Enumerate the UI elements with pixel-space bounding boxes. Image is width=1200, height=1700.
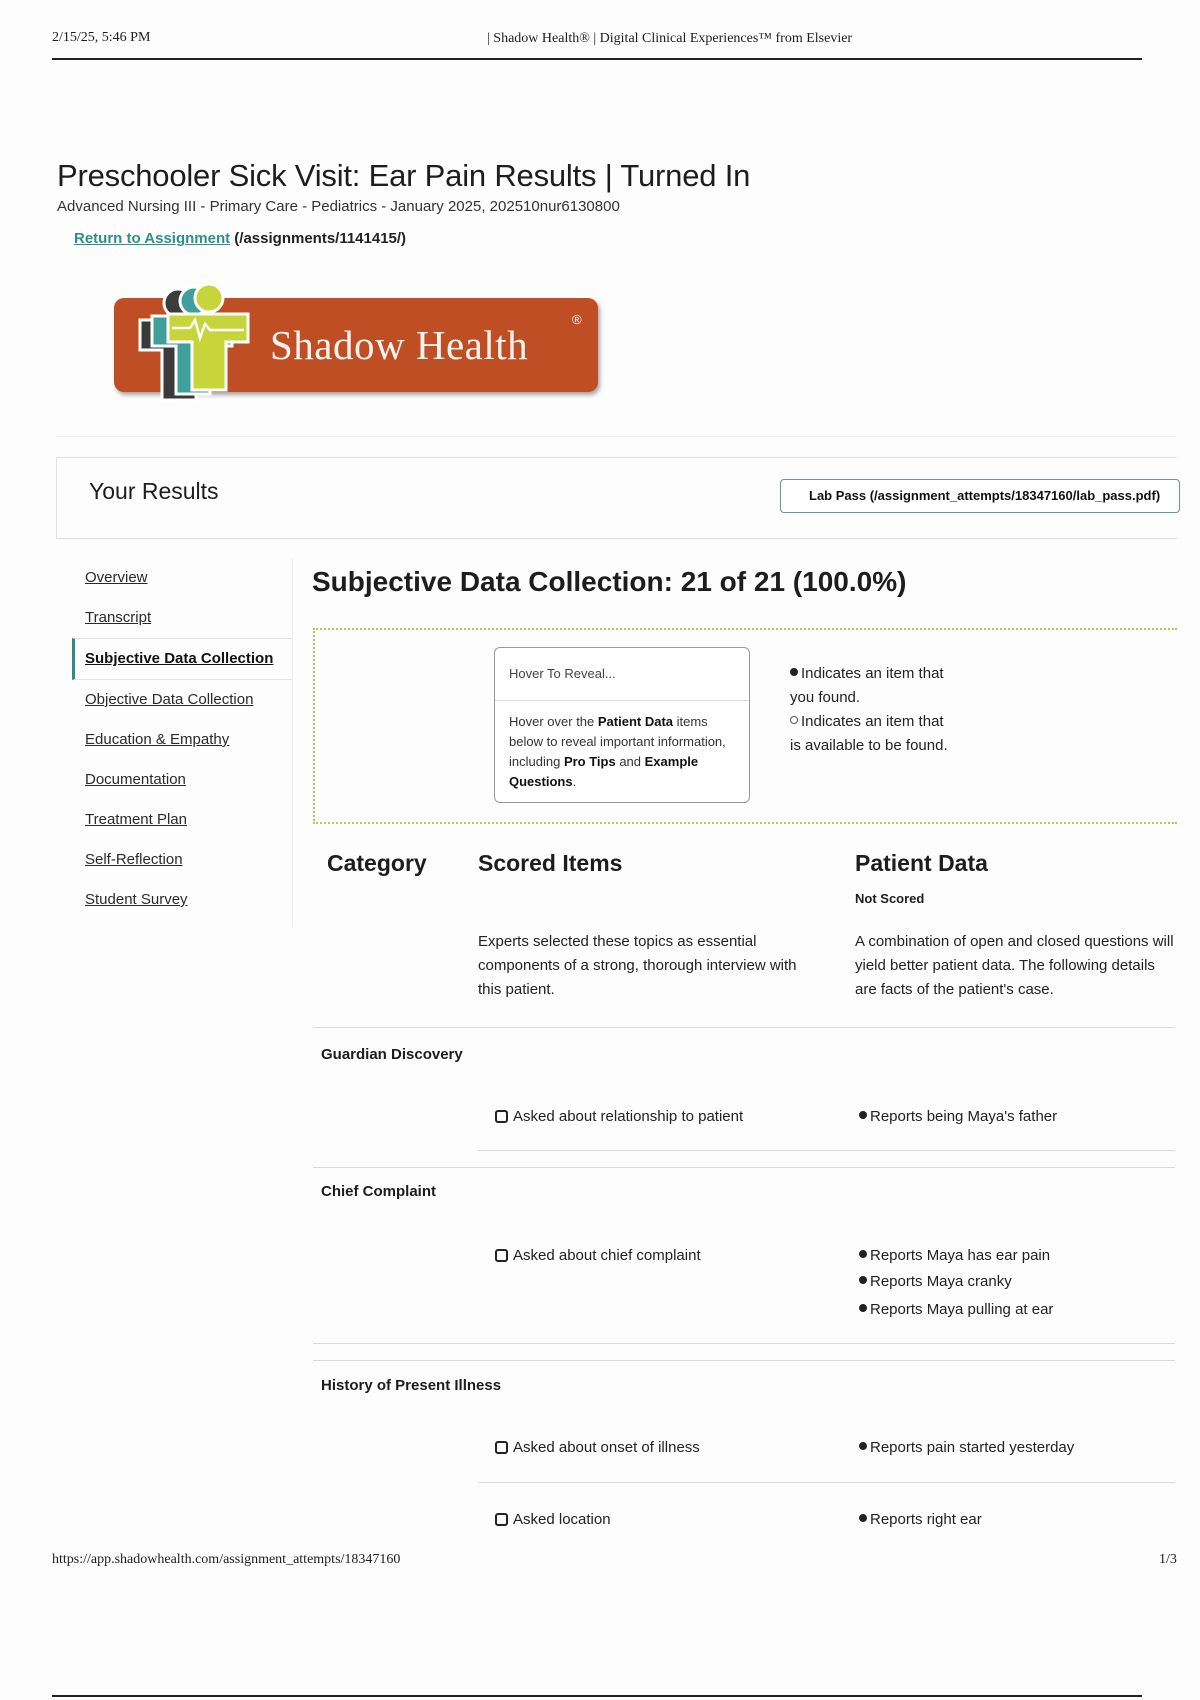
scored-item-text: Asked about relationship to patient <box>513 1108 744 1125</box>
checkbox-icon <box>495 1441 508 1454</box>
row-divider <box>313 1167 1175 1168</box>
logo-figures-icon <box>110 278 260 406</box>
hover-body-emphasis: Example Questions <box>509 754 699 789</box>
patient-data-text: Reports Maya cranky <box>870 1273 1012 1290</box>
sidebar-item-label[interactable]: Treatment Plan <box>85 811 187 828</box>
hover-card-title: Hover To Reveal... <box>509 666 616 681</box>
patient-data-item[interactable] <box>859 1108 1057 1125</box>
sidebar-item-treatment-plan[interactable] <box>72 800 292 840</box>
legend-found-cont: you found. <box>790 689 861 706</box>
row-divider <box>313 1027 1175 1028</box>
found-dot-icon <box>859 1304 867 1312</box>
scored-items-description: Experts selected these topics as essential components of a strong, thorough interview with this patient. <box>478 933 797 998</box>
logo-registered-mark: ® <box>572 312 582 327</box>
sidebar-item-label[interactable]: Objective Data Collection <box>85 691 254 708</box>
scored-item-text: Asked about chief complaint <box>513 1247 701 1264</box>
sidebar-item-student-survey[interactable] <box>72 880 292 920</box>
patient-data-text: Reports Maya has ear pain <box>870 1247 1051 1264</box>
shadow-health-logo <box>110 278 602 406</box>
results-sidebar <box>72 558 292 920</box>
patient-data-description: A combination of open and closed questions will yield better patient data. The following details are facts of the patient's case. <box>855 933 1174 998</box>
legend-found <box>790 662 990 686</box>
sidebar-item-label[interactable]: Self-Reflection <box>85 851 183 868</box>
section-title: Subjective Data Collection: 21 of 21 (100.0%) <box>312 566 907 597</box>
sidebar-item-overview[interactable] <box>72 558 292 598</box>
lab-pass-button[interactable]: Lab Pass (/assignment_attempts/18347160/lab_pass.pdf) <box>780 479 1180 513</box>
sidebar-item-documentation[interactable] <box>72 760 292 800</box>
hover-body-emphasis: Patient Data <box>597 714 674 729</box>
checkbox-icon <box>495 1110 508 1123</box>
found-dot-icon <box>790 668 798 676</box>
hover-card-body <box>509 712 739 792</box>
patient-data-text: Reports being Maya's father <box>870 1108 1058 1125</box>
course-subtitle: Advanced Nursing III - Primary Care - Pediatrics - January 2025, 202510nur6130800 <box>57 198 620 215</box>
row-divider <box>313 1360 1175 1361</box>
hover-body-text: Hover over the <box>509 714 598 729</box>
sidebar-item-label[interactable]: Student Survey <box>85 891 188 908</box>
category-chief-complaint: Chief Complaint <box>321 1183 436 1200</box>
row-divider <box>478 1150 1175 1151</box>
legend-available-cont: is available to be found. <box>790 737 948 754</box>
available-dot-icon <box>790 716 798 724</box>
sidebar-divider <box>292 558 293 926</box>
page-title: Preschooler Sick Visit: Ear Pain Results | Turned In <box>57 158 751 193</box>
patient-data-item[interactable] <box>859 1301 1053 1318</box>
logo-text: Shadow Health <box>270 322 529 368</box>
sidebar-item-label[interactable]: Transcript <box>85 609 152 626</box>
patient-data-item[interactable] <box>859 1247 1050 1264</box>
category-guardian-discovery: Guardian Discovery <box>321 1046 463 1063</box>
print-header <box>52 28 1142 60</box>
sidebar-item-objective-data-collection[interactable] <box>72 680 292 720</box>
legend-box <box>313 628 1177 824</box>
found-dot-icon <box>859 1442 867 1450</box>
column-header-patient-data: Patient Data <box>855 850 988 876</box>
scored-item-text: Asked location <box>513 1511 611 1528</box>
sidebar-item-label[interactable]: Documentation <box>85 771 186 788</box>
sidebar-item-label[interactable]: Education & Empathy <box>85 731 230 748</box>
hover-body-text: and <box>615 754 645 769</box>
checkbox-icon <box>495 1513 508 1526</box>
legend-available-text: Indicates an item that <box>801 713 944 730</box>
print-page-number: 1/3 <box>1159 1552 1177 1567</box>
found-dot-icon <box>859 1111 867 1119</box>
checkbox-icon <box>495 1249 508 1262</box>
patient-data-item[interactable] <box>859 1439 1074 1456</box>
patient-data-item[interactable] <box>859 1511 982 1528</box>
found-dot-icon <box>859 1250 867 1258</box>
hover-body-emphasis: Pro Tips <box>563 754 616 769</box>
print-footer-url: https://app.shadowhealth.com/assignment_attempts/18347160 <box>52 1552 401 1567</box>
return-path: (/assignments/1141415/) <box>234 230 407 247</box>
divider <box>56 436 1176 437</box>
sidebar-item-subjective-data-collection[interactable] <box>72 638 292 680</box>
hover-body-text: . <box>572 774 577 789</box>
sidebar-item-transcript[interactable] <box>72 598 292 638</box>
patient-data-text: Reports right ear <box>870 1511 982 1528</box>
not-scored-note: Not Scored <box>855 891 925 906</box>
found-dot-icon <box>859 1276 867 1284</box>
patient-data-text: Reports pain started yesterday <box>870 1439 1075 1456</box>
category-history-of-present-illness: History of Present Illness <box>321 1377 502 1394</box>
print-footer-rule <box>52 1695 1142 1697</box>
legend-items <box>790 662 990 758</box>
print-header-title: | Shadow Health® | Digital Clinical Experiences™ from Elsevier <box>487 31 853 46</box>
divider <box>495 700 749 701</box>
row-divider <box>313 1343 1175 1344</box>
legend-available <box>790 710 990 734</box>
patient-data-item[interactable] <box>859 1273 1012 1290</box>
row-divider <box>478 1482 1175 1483</box>
legend-found-text: Indicates an item that <box>801 665 944 682</box>
sidebar-item-self-reflection[interactable] <box>72 840 292 880</box>
sidebar-item-label[interactable]: Subjective Data Collection <box>85 650 274 667</box>
hover-body-text: items below to reveal important information, including <box>509 714 726 769</box>
patient-data-text: Reports Maya pulling at ear <box>870 1301 1054 1318</box>
scored-item-text: Asked about onset of illness <box>513 1439 700 1456</box>
results-header-bar <box>56 457 1177 539</box>
return-row <box>74 230 406 247</box>
found-dot-icon <box>859 1514 867 1522</box>
sidebar-item-label[interactable]: Overview <box>85 569 148 586</box>
hover-to-reveal-card <box>494 647 750 803</box>
column-header-category: Category <box>327 850 427 876</box>
sidebar-item-education-empathy[interactable] <box>72 720 292 760</box>
column-header-scored-items: Scored Items <box>478 850 623 876</box>
print-date: 2/15/25, 5:46 PM <box>52 30 151 45</box>
results-heading: Your Results <box>89 478 219 504</box>
return-to-assignment-link[interactable]: Return to Assignment <box>74 230 231 247</box>
